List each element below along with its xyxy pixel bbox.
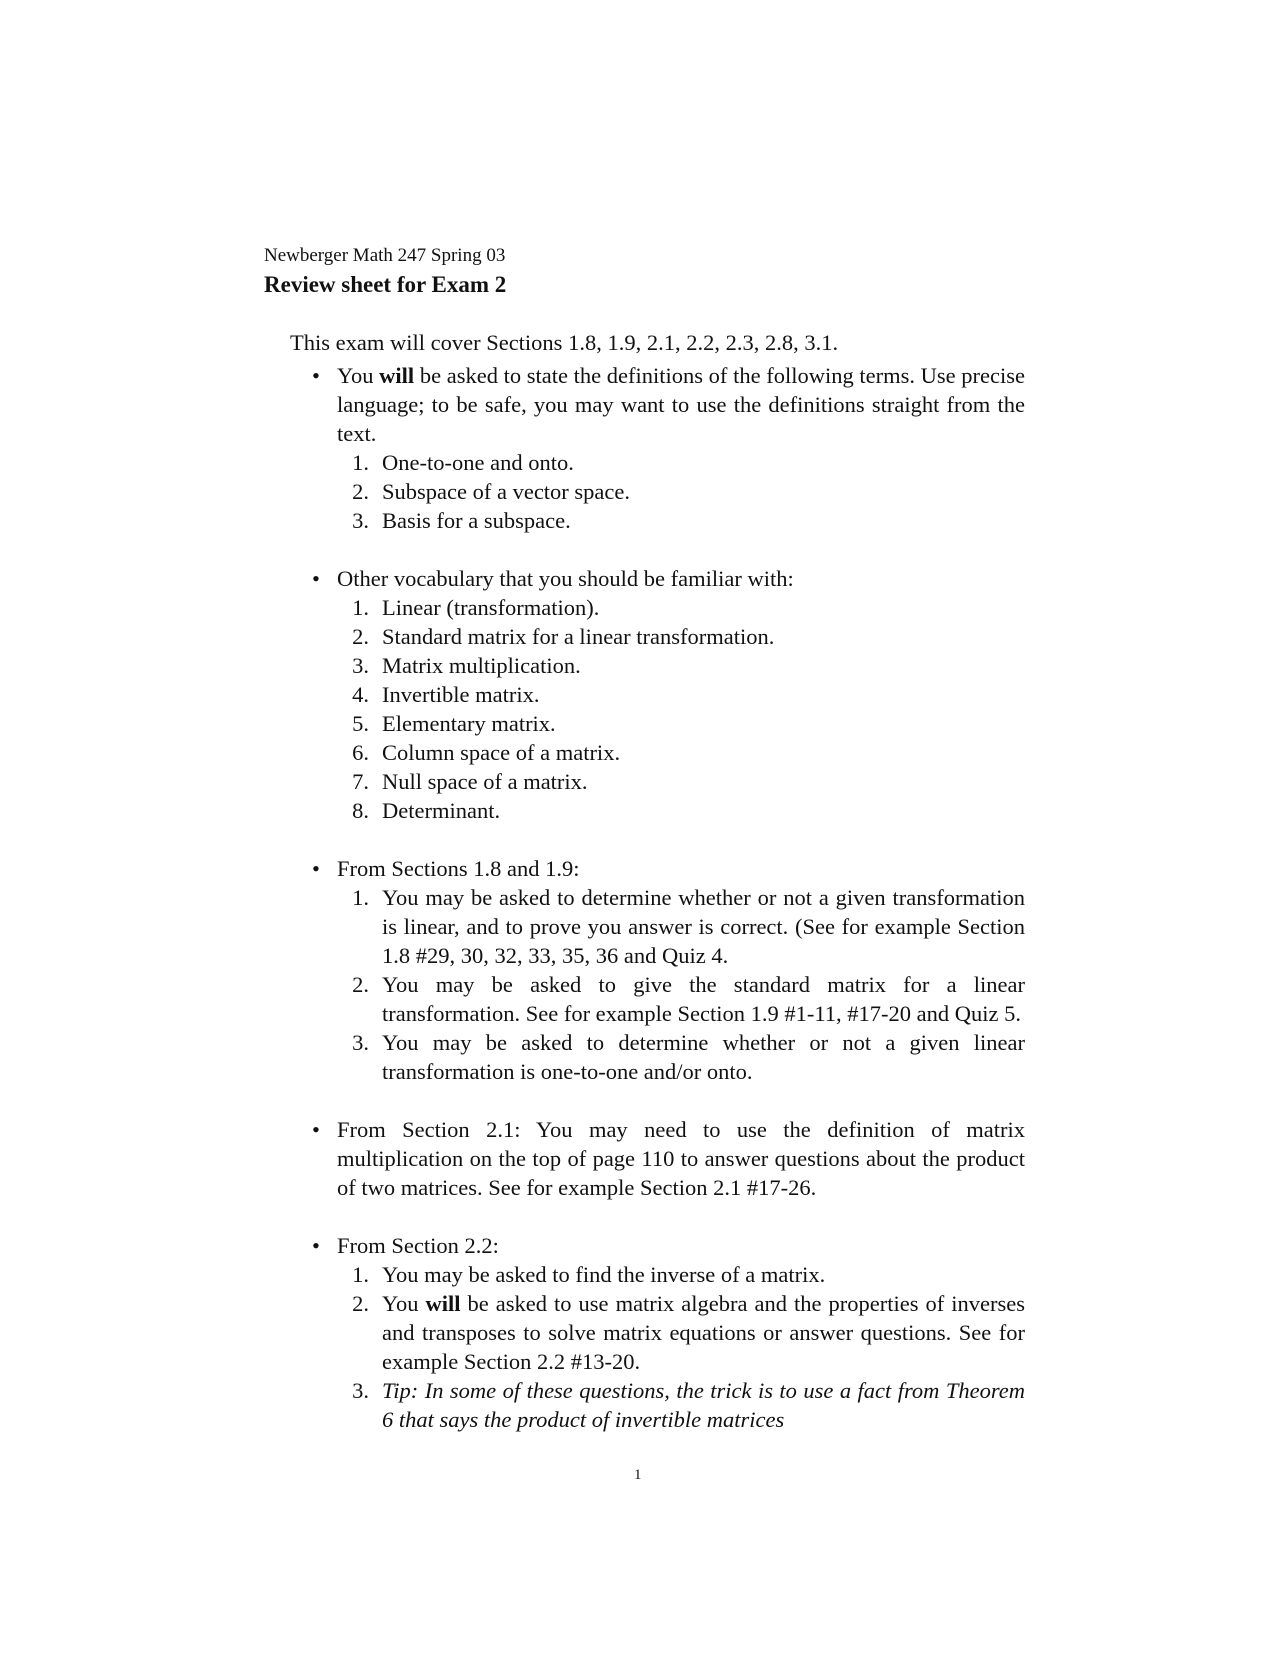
vocabulary-list: [337, 593, 1025, 825]
definitions-list: [337, 448, 1025, 535]
list-item: 1. You may be asked to determine whether or not a given transformation is linear, and to prove you answer is correct. (See for example Section 1.8 #29, 30, 32, 33, 35, 36 and Quiz 4.: [352, 885, 1025, 968]
list-item: 6. Column space of a matrix.: [352, 740, 621, 765]
bullet-section-2-2-text: From Section 2.2:: [337, 1233, 499, 1258]
list-item: 8. Determinant.: [352, 798, 501, 823]
bullet-icon: •: [312, 1117, 320, 1142]
bullet-section-2-1: [290, 1115, 1025, 1202]
bullet-section-2-1-text: From Section 2.1: You may need to use the definition of matrix multiplication on the top of page 110 to answer questions about the product of two matrices. See for example Section 2.1 #17-26.: [337, 1117, 1025, 1200]
bullet-vocabulary-text: Other vocabulary that you should be familiar with:: [337, 566, 794, 591]
bullet-section-2-2: [290, 1231, 1025, 1434]
list-item-tip: 3. Tip: In some of these questions, the trick is to use a fact from Theorem 6 that says the product of invertible matrices: [352, 1378, 1025, 1432]
bullet-icon: •: [312, 566, 320, 591]
course-line: Newberger Math 247 Spring 03: [264, 245, 506, 266]
list-item: 2. You may be asked to give the standard matrix for a linear transformation. See for example Section 1.9 #1-11, #17-20 and Quiz 5.: [352, 972, 1025, 1026]
page-title: Review sheet for Exam 2: [264, 272, 507, 297]
emphasis-will: will: [425, 1291, 461, 1316]
bullet-sections-1-8-1-9: [290, 854, 1025, 1086]
list-item: 1. Linear (transformation).: [352, 595, 600, 620]
document-body: [290, 328, 1025, 1434]
intro-paragraph: This exam will cover Sections 1.8, 1.9, 2.1, 2.2, 2.3, 2.8, 3.1.: [290, 330, 839, 355]
list-item: 1. One-to-one and onto.: [352, 450, 574, 475]
list-item: 5. Elementary matrix.: [352, 711, 556, 736]
list-item: 1. You may be asked to find the inverse of a matrix.: [352, 1262, 826, 1287]
list-item: 3. Matrix multiplication.: [352, 653, 581, 678]
page-number: 1: [634, 1467, 642, 1483]
list-item: 2. Standard matrix for a linear transformation.: [352, 624, 775, 649]
list-item: 2. Subspace of a vector space.: [352, 479, 631, 504]
list-item: 3. You may be asked to determine whether or not a given linear transformation is one-to-one and/or onto.: [352, 1030, 1025, 1084]
bullet-definitions: [290, 361, 1025, 535]
bullet-icon: •: [312, 856, 320, 881]
bullet-icon: •: [312, 1233, 320, 1258]
bullet-vocabulary: [290, 564, 1025, 825]
list-item: 7. Null space of a matrix.: [352, 769, 588, 794]
bullet-sections-1-8-1-9-text: From Sections 1.8 and 1.9:: [337, 856, 580, 881]
list-item: 2. You will be asked to use matrix algebra and the properties of inverses and transposes to solve matrix equations or answer questions. See for example Section 2.2 #13-20.: [352, 1291, 1025, 1374]
list-item: 3. Basis for a subspace.: [352, 508, 571, 533]
emphasis-will: will: [379, 363, 415, 388]
list-item: 4. Invertible matrix.: [352, 682, 540, 707]
section-2-2-list: [337, 1260, 1025, 1434]
bullet-definitions-text: You will be asked to state the definitions of the following terms. Use precise language; to be safe, you may want to use the definitions straight from the text.: [337, 363, 1025, 446]
sections-1-8-1-9-list: [337, 883, 1025, 1086]
bullet-icon: •: [312, 363, 320, 388]
